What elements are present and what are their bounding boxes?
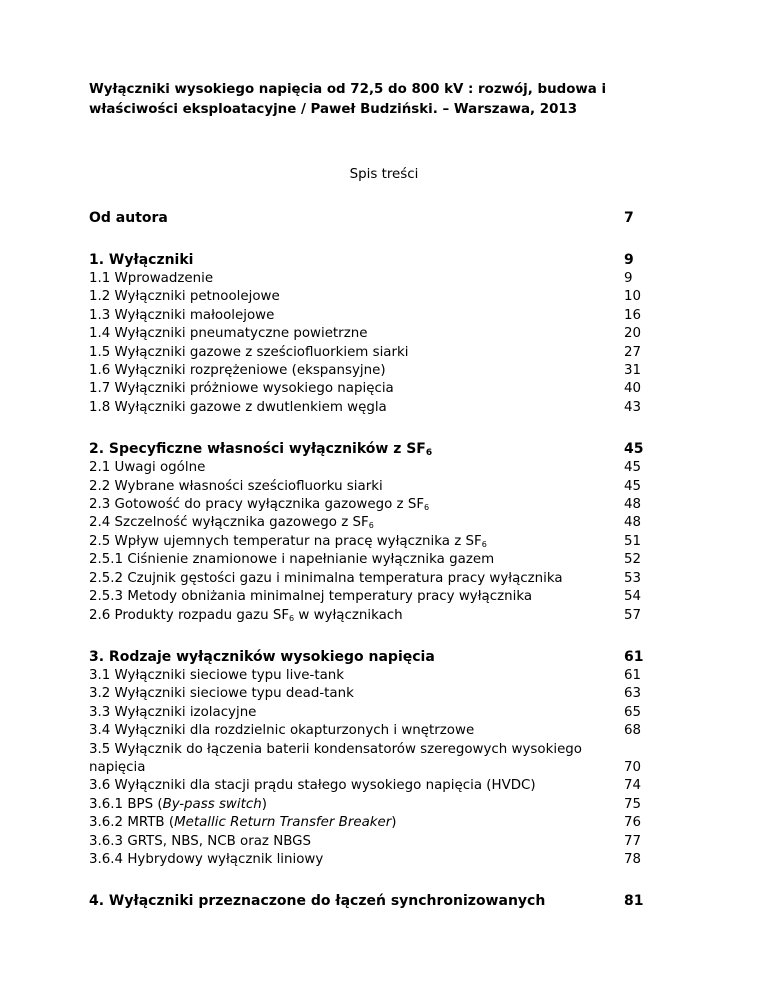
- toc-entry: [89, 685, 662, 703]
- toc-entry: [89, 514, 662, 532]
- toc-entry-page: 48: [624, 497, 642, 513]
- toc-title: Spis treści: [349, 167, 419, 182]
- toc-entry: [89, 796, 662, 814]
- toc-entry-text-rest: ): [261, 796, 267, 812]
- toc-entry: [89, 270, 662, 288]
- toc-entry-label: [89, 741, 624, 778]
- toc-entry-page: 68: [624, 723, 642, 739]
- toc-entry-label: 3.6 Wyłączniki dla stacji prądu stałego wysokiego napięcia (HVDC): [89, 778, 536, 794]
- toc-entry-page: 65: [624, 704, 642, 720]
- toc-entry-label: 1.3 Wyłączniki małoolejowe: [89, 307, 275, 323]
- toc-entry-label: 1.2 Wyłączniki petnoolejowe: [89, 289, 280, 305]
- citation-line-1: Wyłączniki wysokiego napięcia od 72,5 do 800 kV : rozwój, budowa i: [89, 82, 607, 97]
- toc-entry-text: 3.5 Wyłącznik do łączenia baterii kondensatorów szeregowych wysokiego: [89, 741, 582, 757]
- toc-entry-label: 2.1 Uwagi ogólne: [89, 460, 206, 476]
- toc-section-chapter-1: [89, 250, 662, 417]
- toc-heading-page: 9: [624, 252, 634, 268]
- toc-entry-page: 74: [624, 778, 642, 794]
- table-of-contents: [89, 200, 662, 911]
- toc-entry-label: 1.1 Wprowadzenie: [89, 271, 214, 286]
- toc-entry: [89, 399, 662, 417]
- toc-heading-label: 1. Wyłączniki: [89, 252, 194, 268]
- toc-entry-page: 77: [624, 833, 642, 849]
- toc-entry-page-spacer: [624, 741, 662, 759]
- toc-entry-label: [89, 514, 624, 532]
- toc-entry-page: 52: [624, 552, 642, 568]
- toc-entry-italic: Metallic Return Transfer Breaker: [174, 815, 392, 831]
- toc-entry-page: 9: [624, 271, 633, 286]
- toc-entry: [89, 344, 662, 362]
- toc-entry-page: 53: [624, 570, 642, 586]
- book-citation: [89, 80, 689, 120]
- toc-entry-label: 1.5 Wyłączniki gazowe z sześciofluorkiem siarki: [89, 344, 409, 360]
- toc-heading: [89, 891, 662, 911]
- toc-entry-text: 3.6.1 BPS (: [89, 796, 163, 812]
- toc-entry: [89, 833, 662, 851]
- toc-entry-page: 43: [624, 399, 642, 415]
- toc-entry-label: 2.2 Wybrane własności sześciofluorku siarki: [89, 478, 383, 494]
- toc-heading-page: 45: [624, 441, 644, 458]
- toc-entry-text: 2.6 Produkty rozpadu gazu SF: [89, 607, 290, 623]
- toc-entry-italic: By-pass switch: [162, 796, 262, 812]
- toc-entry: [89, 459, 662, 477]
- toc-entry-label: 3.3 Wyłączniki izolacyjne: [89, 704, 257, 720]
- toc-heading-page: 7: [624, 210, 634, 226]
- toc-entry-label: 3.6.3 GRTS, NBS, NCB oraz NBGS: [89, 833, 312, 849]
- subscript: 6: [289, 613, 295, 623]
- toc-entry-page: 27: [624, 344, 642, 360]
- toc-heading: [89, 250, 662, 270]
- toc-entry-label: [89, 796, 624, 814]
- toc-entry: [89, 704, 662, 722]
- toc-entry: [89, 362, 662, 380]
- subscript: 6: [424, 503, 430, 513]
- toc-heading-text: 2. Specyficzne własności wyłączników z SF: [89, 441, 426, 458]
- toc-section-chapter-3: [89, 647, 662, 869]
- toc-entry: [89, 570, 662, 588]
- toc-entry: [89, 667, 662, 685]
- toc-entry-text-rest: ): [391, 815, 397, 831]
- toc-entry-text-rest: w wyłącznikach: [294, 607, 403, 623]
- toc-entry-page: 31: [624, 363, 642, 379]
- toc-entry-page: 78: [624, 851, 642, 867]
- toc-entry-label: 1.4 Wyłączniki pneumatyczne powietrzne: [89, 326, 368, 342]
- toc-section-chapter-2: [89, 439, 662, 625]
- toc-entry-label: [89, 607, 624, 625]
- toc-entry-page: 63: [624, 686, 642, 702]
- toc-entry-page: 10: [624, 289, 642, 305]
- toc-heading: [89, 647, 662, 667]
- toc-entry-page: 76: [624, 815, 642, 831]
- toc-entry-page: 20: [624, 326, 642, 342]
- toc-entry-page: 45: [624, 460, 642, 476]
- toc-entry: [89, 307, 662, 325]
- toc-section-author: [89, 208, 662, 228]
- subscript: 6: [368, 521, 374, 531]
- toc-entry: [89, 551, 662, 569]
- toc-heading-page: 81: [624, 893, 644, 910]
- toc-entry-label: [89, 496, 624, 514]
- toc-entry-label: 1.8 Wyłączniki gazowe z dwutlenkiem węgla: [89, 399, 387, 415]
- toc-entry: [89, 722, 662, 740]
- toc-entry-page: [624, 741, 662, 778]
- toc-entry: [89, 496, 662, 514]
- toc-entry-page-number: 70: [624, 759, 642, 775]
- toc-entry: [89, 325, 662, 343]
- toc-heading-label: 4. Wyłączniki przeznaczone do łączeń synchronizowanych: [89, 893, 546, 910]
- toc-entry-label: 2.5.2 Czujnik gęstości gazu i minimalna temperatura pracy wyłącznika: [89, 570, 563, 586]
- toc-entry-label: 3.6.4 Hybrydowy wyłącznik liniowy: [89, 851, 324, 867]
- toc-entry-label: [89, 533, 624, 551]
- toc-entry: [89, 588, 662, 606]
- toc-heading: [89, 439, 662, 459]
- toc-entry: [89, 533, 662, 551]
- toc-heading-label: Od autora: [89, 210, 168, 226]
- toc-entry-text-line-2: napięcia: [89, 759, 146, 775]
- toc-heading: [89, 208, 662, 228]
- toc-entry-page: 45: [624, 478, 642, 494]
- toc-entry: [89, 288, 662, 306]
- citation-line-2: właściwości eksploatacyjne / Paweł Budziński. – Warszawa, 2013: [89, 102, 578, 117]
- toc-entry-label: 1.6 Wyłączniki rozprężeniowe (ekspansyjne): [89, 363, 386, 379]
- toc-entry-label: 3.4 Wyłączniki dla rozdzielnic okapturzonych i wnętrzowe: [89, 723, 475, 739]
- toc-entry: [89, 607, 662, 625]
- toc-heading-page: 61: [624, 648, 644, 665]
- toc-entry-page: 51: [624, 533, 642, 549]
- toc-entry-label: 1.7 Wyłączniki próżniowe wysokiego napięcia: [89, 381, 394, 397]
- toc-entry-page: 54: [624, 589, 642, 605]
- toc-entry-page: 48: [624, 515, 642, 531]
- subscript: 6: [425, 448, 433, 459]
- toc-entry: [89, 814, 662, 832]
- toc-entry-page: 61: [624, 667, 642, 683]
- toc-section-chapter-4: [89, 891, 662, 911]
- toc-entry-label: 2.5.3 Metody obniżania minimalnej temperatury pracy wyłącznika: [89, 589, 533, 605]
- toc-entry-page: 57: [624, 607, 642, 623]
- toc-entry-page: 40: [624, 381, 642, 397]
- toc-entry-text: 2.3 Gotowość do pracy wyłącznika gazowego z SF: [89, 497, 425, 513]
- toc-entry-label: 2.5.1 Ciśnienie znamionowe i napełnianie wyłącznika gazem: [89, 552, 495, 568]
- toc-heading-label: [89, 439, 624, 459]
- toc-entry-text: 2.4 Szczelność wyłącznika gazowego z SF: [89, 515, 369, 531]
- toc-entry-label: [89, 814, 624, 832]
- toc-entry-page: 75: [624, 796, 642, 812]
- toc-entry: [89, 741, 662, 778]
- toc-entry: [89, 380, 662, 398]
- toc-entry-label: 3.1 Wyłączniki sieciowe typu live-tank: [89, 667, 345, 683]
- toc-entry-text: 2.5 Wpływ ujemnych temperatur na pracę wyłącznika z SF: [89, 533, 482, 549]
- toc-entry: [89, 777, 662, 795]
- toc-entry-page: 16: [624, 307, 642, 323]
- toc-heading-label: 3. Rodzaje wyłączników wysokiego napięcia: [89, 648, 435, 665]
- toc-entry: [89, 478, 662, 496]
- toc-entry-label: 3.2 Wyłączniki sieciowe typu dead-tank: [89, 686, 354, 702]
- subscript: 6: [481, 539, 487, 549]
- toc-entry: [89, 851, 662, 869]
- toc-entry-text: 3.6.2 MRTB (: [89, 815, 175, 831]
